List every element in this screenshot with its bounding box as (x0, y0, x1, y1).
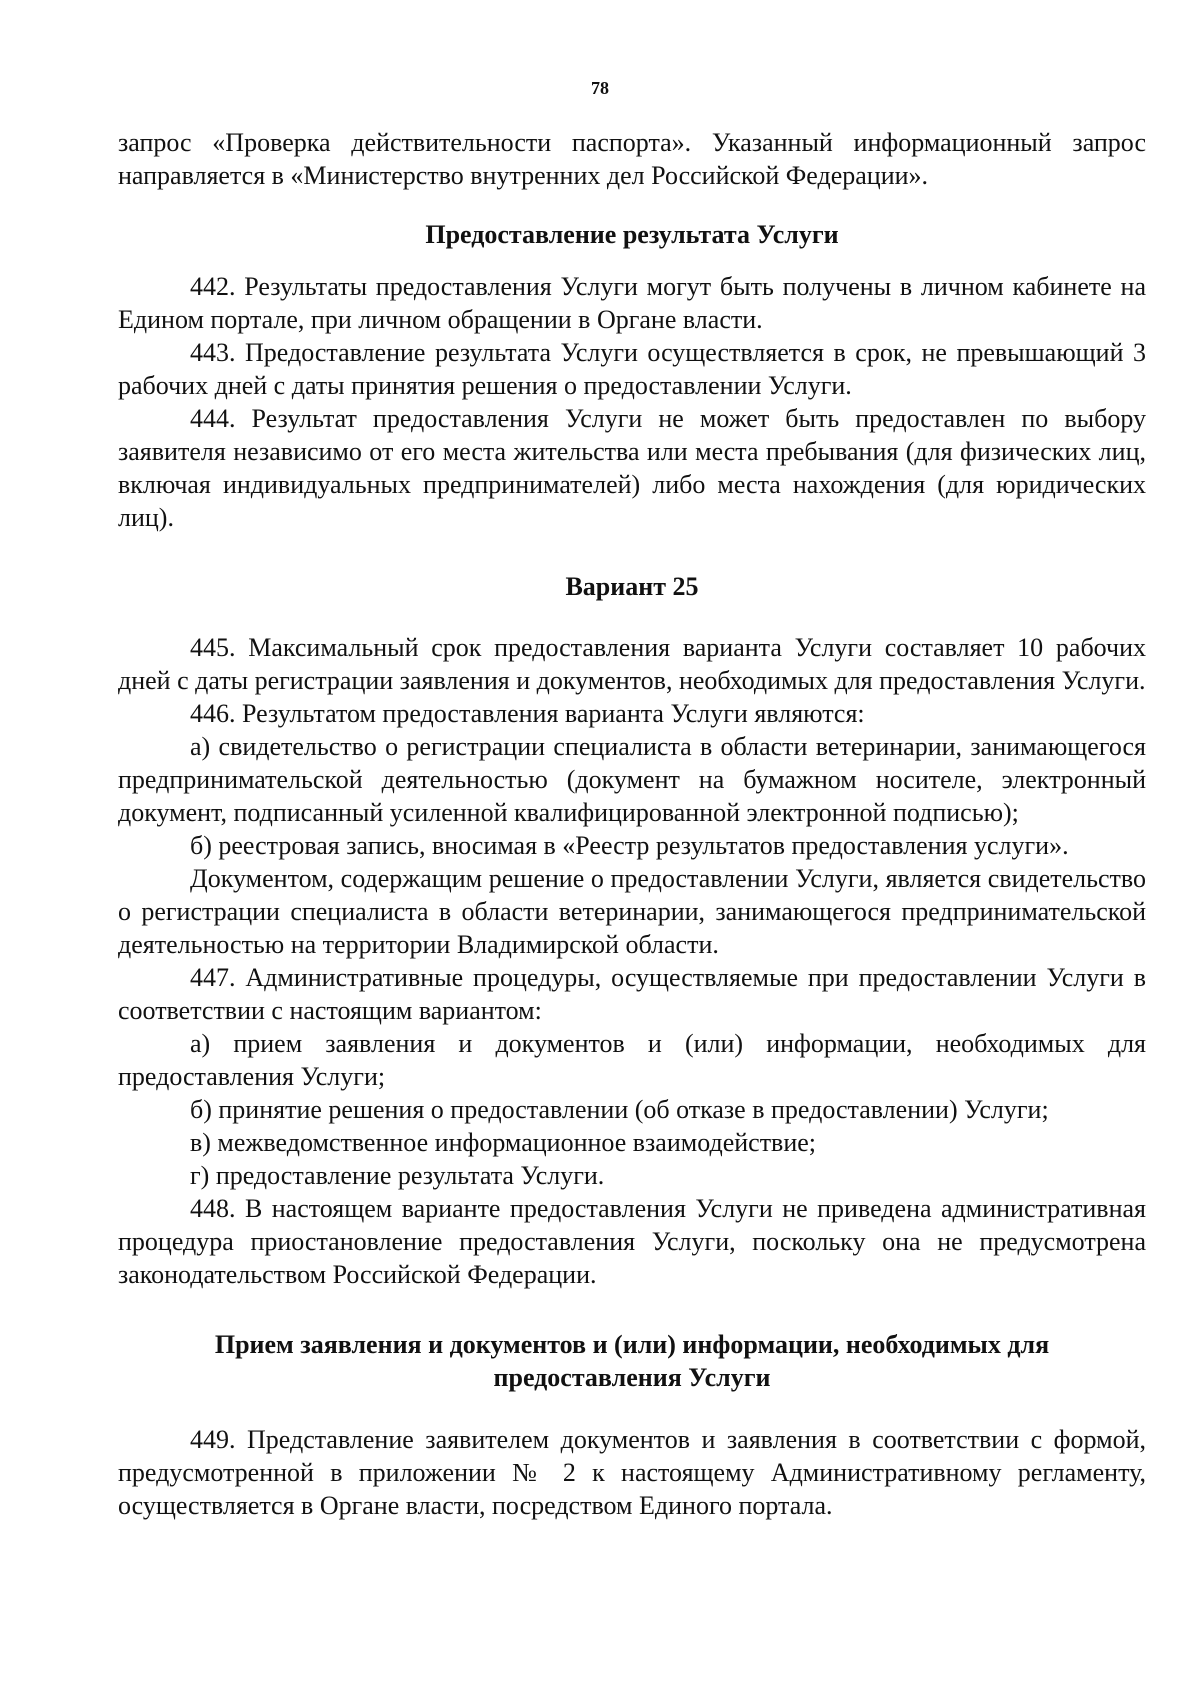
paragraph-446: 446. Результатом предоставления варианта Услуги являются: (190, 699, 865, 728)
paragraph-449: 449. Представление заявителем документов и заявления в соответствии с формой, предусмотренной в приложении № 2 к настоящему Административному регламенту, осуществляется в Органе власти, посредством Единого портала. (118, 1425, 1146, 1520)
list-item-447-b: б) принятие решения о предоставлении (об отказе в предоставлении) Услуги; (190, 1095, 1049, 1124)
list-item-447-v: в) межведомственное информационное взаимодействие; (190, 1128, 817, 1157)
section-heading-variant-25: Вариант 25 (565, 572, 699, 601)
section-heading-result: Предоставление результата Услуги (425, 220, 839, 249)
list-item-446-a: а) свидетельство о регистрации специалиста в области ветеринарии, занимающегося предпринимательской деятельностью (документ на бумажном носителе, электронный документ, подписанный усиленной квалифицированной электронной подписью); (118, 732, 1146, 827)
paragraph-decision-document: Документом, содержащим решение о предоставлении Услуги, является свидетельство о регистрации специалиста в области ветеринарии, занимающегося предпринимательской деятельностью на территории Владимирской области. (118, 864, 1146, 959)
list-item-446-b: б) реестровая запись, вносимая в «Реестр результатов предоставления услуги». (190, 831, 1069, 860)
section-heading-line-1: Прием заявления и документов и (или) информации, необходимых для (214, 1330, 1050, 1359)
paragraph-443: 443. Предоставление результата Услуги осуществляется в срок, не превышающий 3 рабочих дней с даты принятия решения о предоставлении Услуги. (118, 338, 1146, 400)
paragraph-448: 448. В настоящем варианте предоставления Услуги не приведена административная процедура приостановление предоставления Услуги, поскольку она не предусмотрена законодательством Российской Федерации. (118, 1194, 1146, 1289)
page-number: 78 (591, 78, 609, 98)
paragraph-447: 447. Административные процедуры, осуществляемые при предоставлении Услуги в соответствии с настоящим вариантом: (118, 963, 1146, 1025)
intro-paragraph: запрос «Проверка действительности паспорта». Указанный информационный запрос направляется в «Министерство внутренних дел Российской Федерации». (118, 128, 1146, 190)
document-body (118, 126, 1146, 1522)
paragraph-445: 445. Максимальный срок предоставления варианта Услуги составляет 10 рабочих дней с даты регистрации заявления и документов, необходимых для предоставления Услуги. (118, 633, 1146, 695)
paragraph-442: 442. Результаты предоставления Услуги могут быть получены в личном кабинете на Едином портале, при личном обращении в Органе власти. (118, 272, 1146, 334)
list-item-447-a: а) прием заявления и документов и (или) информации, необходимых для предоставления Услуги; (118, 1029, 1146, 1091)
paragraph-444: 444. Результат предоставления Услуги не может быть предоставлен по выбору заявителя независимо от его места жительства или места пребывания (для физических лиц, включая индивидуальных предпринимателей) либо места нахождения (для юридических лиц). (118, 404, 1146, 532)
section-heading-application-intake (118, 1328, 1146, 1394)
list-item-447-g: г) предоставление результата Услуги. (190, 1161, 605, 1190)
section-heading-line-2: предоставления Услуги (493, 1363, 771, 1392)
